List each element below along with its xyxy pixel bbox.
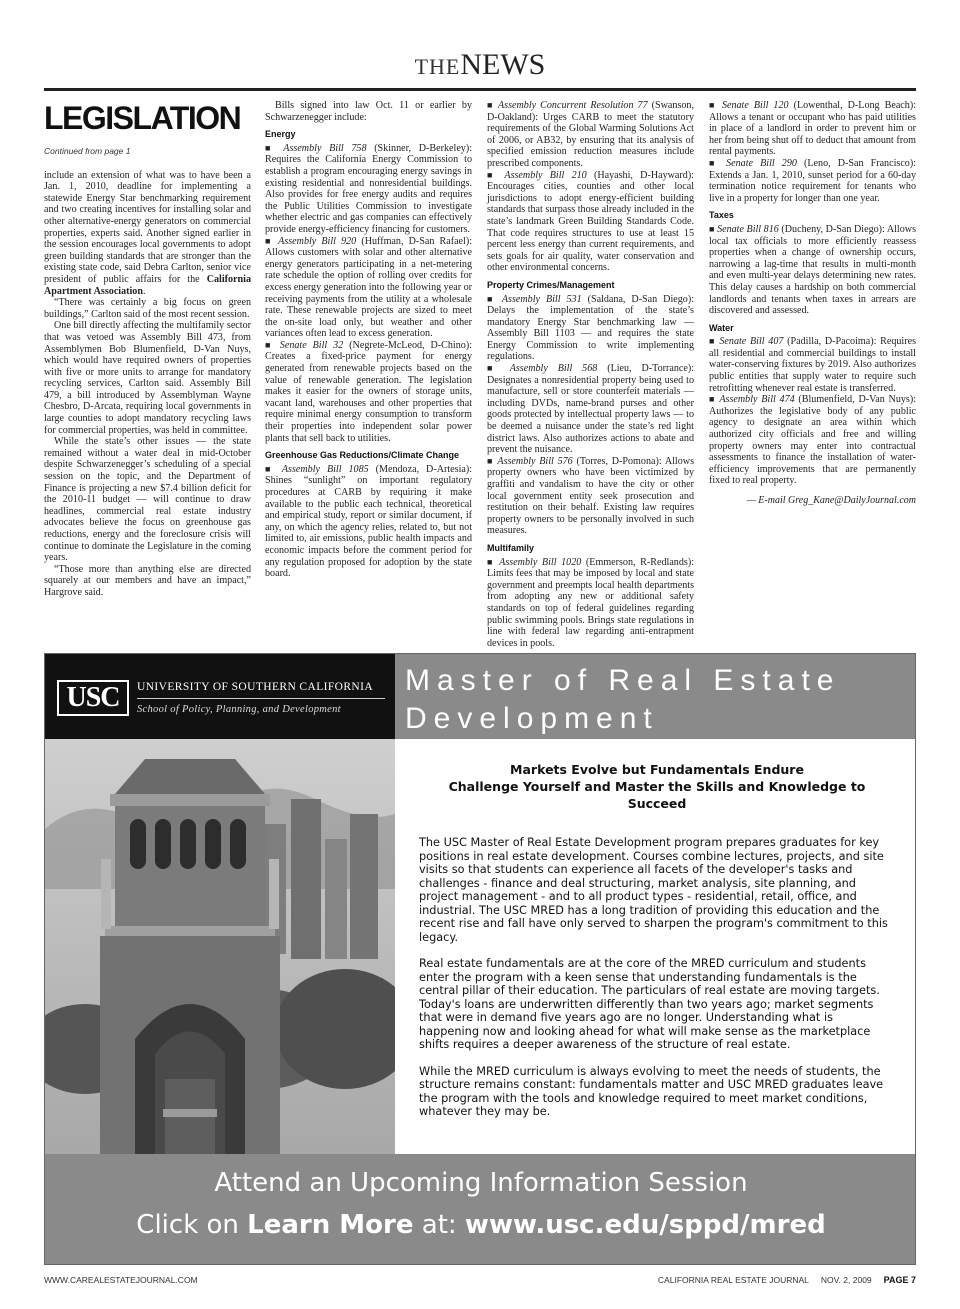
paragraph: One bill directly affecting the multifamily sector that was vetoed was Assembly Bill 473, from Assemblymen Bob Blumenfield, D-Van Nuys, which would have required owners of properties with five or more units to arrange for mandatory recycling services, Carlton said. Assembly Bill 479, a bill introduced by Assemblyman Wayne Chesbro, D-Arcata, requiring local governments in large counties to adopt mandatory recycling laws for commercial properties, was held in committee. — [44, 320, 251, 436]
bullet-icon: ■ — [709, 157, 720, 168]
bill-item: ■ Senate Bill 120 (Lowenthal, D-Long Beach): Allows a tenant or occupant who has paid utilities in place of a landlord in order to prevent him or her from being shut off to deduct that amount from rental payments. — [709, 100, 916, 158]
ad-call-to-action[interactable] — [45, 1154, 916, 1265]
paragraph: “There was certainly a big focus on green buildings,” Carlton said of the most recent session. — [44, 297, 251, 320]
bill-item: ■ Assembly Bill 210 (Hayashi, D-Hayward): Encourages cities, counties and other local jurisdictions to adopt energy-efficient building standards that surpass those already included in the state’s landmark Green Building Standards Code. That code requires structures to use at least 15 percent less energy than current requirements, and sets goals for air quality, water conservation and other environmental concerns. — [487, 169, 694, 274]
ad-paragraph-3: While the MRED curriculum is always evolving to meet the needs of students, the structure remains constant: fundamentals matter and USC MRED graduates leave the program with the tools and knowledge required to meet market conditions, whatever they may be. — [419, 1064, 884, 1118]
learn-more-link[interactable]: Learn More — [247, 1210, 414, 1240]
page-number: PAGE 7 — [883, 1275, 916, 1285]
subhead-property-crimes: Property Crimes/Management — [487, 279, 615, 290]
bill-item: ■ Assembly Bill 576 (Torres, D-Pomona): Allows property owners who have been victimized by graffiti and vandalism to have the city or other local government entity seek prosecution and restitution on their behalf. Existing law requires property owners to be personally involved in such measures. — [487, 455, 694, 537]
bill-item: ■ Assembly Bill 474 (Blumenfield, D-Van Nuys): Authorizes the legislative body of any public agency to designate an area within which authorized city officials and free and willing property owners may enter into contractual assessments to finance the installation of water-efficiency improvements that are permanently fixed to real property. — [709, 394, 917, 487]
ad-copy — [395, 739, 916, 1154]
bill-item: ■ Assembly Concurrent Resolution 77 (Swanson, D-Oakland): Urges CARB to meet the statutory requirements of the Global Warming Solutions Act of 2006, or AB32, by ensuring that its analysis of specified emission reduction measures include prescribed components. — [487, 100, 694, 169]
bullet-icon: ■ — [487, 293, 496, 304]
column-4 — [709, 100, 916, 507]
bill-item: ■ Assembly Bill 1020 (Emmerson, R-Redlands): Limits fees that may be imposed by local and state government and preempts local health departments from adopting any new or additional safety standards on top of federal guidelines regarding public swimming pools. Brings state regulations in line with federal law regarding anti-entrapment devices in pools. — [487, 556, 694, 649]
headline: LEGISLATION — [44, 100, 241, 136]
association-name: California Apartment Association — [44, 273, 251, 297]
bullet-icon: ■ — [265, 463, 275, 474]
masthead-the: THE — [414, 54, 461, 79]
tagline-line-2: Challenge Yourself and Master the Skills and Knowledge to Succeed — [448, 779, 866, 811]
bullet-icon: ■ — [487, 363, 500, 374]
bullet-icon: ■ — [265, 235, 274, 246]
bill-item: ■ Assembly Bill 531 (Saldana, D-San Diego): Delays the implementation of the state’s mandatory Energy Star benchmarking law — Assembly Bill 1103 — and requires the state Energy Commission to write implementing regulations. — [487, 293, 694, 363]
footer-website: WWW.CAREALESTATEJOURNAL.COM — [44, 1275, 198, 1285]
bullet-icon: ■ — [487, 169, 498, 180]
campus-photo-illustration — [45, 739, 395, 1154]
paragraph: While the state’s other issues — the state remained without a water deal in mid-October despite Schwarzenegger’s scheduling of a special session on the topic, and the Department of Finance is projecting a new $7.4 billion deficit for the 2010-11 budget — will continue to draw headlines, commercial real estate industry advocates believe the focus on greenhouse gas reductions, energy and the foreclosure crisis will continue to dominate the Legislature in the coming years. — [44, 436, 251, 564]
article — [44, 100, 917, 649]
ad-paragraph-1: The USC Master of Real Estate Development program prepares graduates for key positions in real estate development. Courses combine lectures, projects, and site visits so that students can experience all facets of the developer's tasks and challenges - finance and deal structuring, market analysis, site planning, and project management - and to all product types - residential, retail, office, and industrial. The USC MRED has a long tradition of providing this education and the recent rise and fall have only served to sharpen the program's commitment to this legacy. — [419, 836, 888, 944]
top-rule — [44, 88, 916, 91]
bullet-icon: ■ — [265, 339, 274, 350]
column-2 — [265, 100, 472, 580]
footer-right — [646, 1275, 916, 1285]
footer-date: NOV. 2, 2009 — [820, 1275, 872, 1285]
subhead-greenhouse: Greenhouse Gas Reductions/Climate Change — [265, 450, 460, 461]
usc-branding — [45, 654, 395, 739]
bill-item: ■ Assembly Bill 920 (Huffman, D-San Rafael): Allows customers with solar and other alternative energy generators participating in a net-metering rate schedule the option of rolling over credits for excess energy generation into the following year or receiving payments from the utility at a wholesale rate. These renewable projects are sized to meet the on-site load only, but weather and other variances often lead to excess generation. — [265, 235, 473, 340]
branding-divider — [137, 698, 385, 699]
paragraph: include an extension of what was to have been a Jan. 1, 2010, deadline for implementing a statewide Energy Star benchmarking requirement and two creating incentives for installing solar and other alternative-energy generators on commercial properties, experts said. Another signed earlier in the session encourages local governments to adopt green building standards that are stronger than the existing state code, said Debra Carlton, senior vice president of public affairs for the California Apartment Association. — [44, 169, 251, 297]
campus-tower-photo — [45, 739, 395, 1154]
bullet-icon: ■ — [709, 223, 715, 234]
bill-item: ■ Assembly Bill 1085 (Mendoza, D-Artesia): Shines “sunlight” on important regulatory procedures at CARB by requiring it make available to the public each technical, theoretical and empirical study, report or similar document, if any, on which the agency relies, related to, but not limited to, air emissions, public health impacts and economic impacts before the comment period for any regulation proposed for adoption by the state board. — [265, 463, 473, 580]
subhead-multifamily: Multifamily — [487, 542, 535, 553]
byline: — E-mail Greg_Kane@DailyJournal.com — [746, 495, 916, 506]
bill-item: ■ Assembly Bill 758 (Skinner, D-Berkeley): Requires the California Energy Commission to establish a program encouraging energy savings in existing residential and nonresidential buildings. Also provides for free energy audits and requires the Public Utilities Commission to investigate whether electric and gas companies can effectively provide energy-efficiency financing for customers. — [265, 142, 473, 235]
ad-paragraph-2: Real estate fundamentals are at the core of the MRED curriculum and students enter the program with a keen sense that understanding fundamentals is the central pillar of their education. The particulars of real estate are moving targets. Today's loans are underwritten differently than two years ago; market segments that were in demand five years ago are no longer. Understanding what is happening now and looking ahead for what will make sense as the marketplace shifts requires a deeper awareness of the structure of real estate. — [419, 957, 880, 1051]
subhead-water: Water — [709, 322, 734, 333]
mred-url-link[interactable]: www.usc.edu/sppd/mred — [464, 1210, 826, 1240]
masthead — [0, 48, 960, 82]
subhead-energy: Energy — [265, 129, 296, 140]
bill-item: ■ Assembly Bill 568 (Lieu, D-Torrance): Designates a nonresidential property being used to manufacture, sell or store counterfeit materials — including DVDs, name-brand purses and other goods protected by intellectual property laws — to be deemed a nuisance under the state’s red light district laws. Also authorizes actions to abate and prevent the nuisance. — [487, 363, 695, 456]
bullet-icon: ■ — [487, 455, 494, 466]
masthead-news: NEWS — [460, 48, 546, 81]
bullet-icon: ■ — [709, 394, 716, 405]
bullet-icon: ■ — [709, 100, 717, 110]
tagline-line-1: Markets Evolve but Fundamentals Endure — [510, 762, 804, 777]
bullet-icon: ■ — [265, 142, 276, 153]
paragraph: Bills signed into law Oct. 11 or earlier by Schwarzenegger include: — [265, 100, 472, 123]
usc-logo: USC — [57, 680, 129, 716]
column-3 — [487, 100, 694, 649]
footer-publication: CALIFORNIA REAL ESTATE JOURNAL — [657, 1275, 809, 1285]
university-name: UNIVERSITY OF SOUTHERN CALIFORNIA — [137, 681, 374, 693]
ad-title-bar — [395, 654, 916, 739]
bullet-icon: ■ — [487, 100, 494, 110]
column-1 — [44, 100, 251, 599]
continued-note: Continued from page 1 — [44, 146, 131, 156]
bill-item: ■ Senate Bill 407 (Padilla, D-Pacoima): Requires all residential and commercial buildings to install water-conserving fixtures by 2019. Also authorizes public entities that supply water to require such retrofitting whenever real estate is transferred. — [709, 336, 916, 394]
ad-title: Master of Real Estate Development — [405, 664, 841, 735]
ad-tagline — [419, 761, 895, 812]
bill-item: ■ Senate Bill 290 (Leno, D-San Francisco): Extends a Jan. 1, 2010, sunset period for a 60-day termination notice requirement for tenants who live in a property for longer than one year. — [709, 157, 917, 204]
cta-info-session: Attend an Upcoming Information Session — [214, 1168, 748, 1198]
bill-item: ■ Senate Bill 32 (Negrete-McLeod, D-Chino): Creates a fixed-price payment for energy generated from renewable projects based on the value of renewable generation. The legislation makes it easier for the owners of storage units, vacant land, warehouses and other properties that require minimal energy consumption to transform their properties into independent solar power plants that sell back to utilities. — [265, 339, 472, 444]
usc-advertisement[interactable] — [44, 653, 916, 1265]
bill-item: ■ Senate Bill 816 (Ducheny, D-San Diego): Allows local tax officials to more efficiently reassess properties when a change of ownership occurs, narrowing a lag-time that results in multi-month and even multi-year delays determining new rates. This delay causes a hardship on both commercial landlords and tenants when taxes in arrears are discovered and assessed. — [709, 223, 916, 317]
bullet-icon: ■ — [709, 336, 716, 347]
school-name: School of Policy, Planning, and Development — [137, 704, 341, 715]
cta-learn-more[interactable]: Click on Learn More at: www.usc.edu/sppd/mred — [136, 1210, 826, 1240]
subhead-taxes: Taxes — [709, 210, 734, 221]
paragraph: “Those more than anything else are directed squarely at our members and have an impact,” Hargrove said. — [44, 563, 251, 598]
bullet-icon: ■ — [487, 556, 495, 567]
